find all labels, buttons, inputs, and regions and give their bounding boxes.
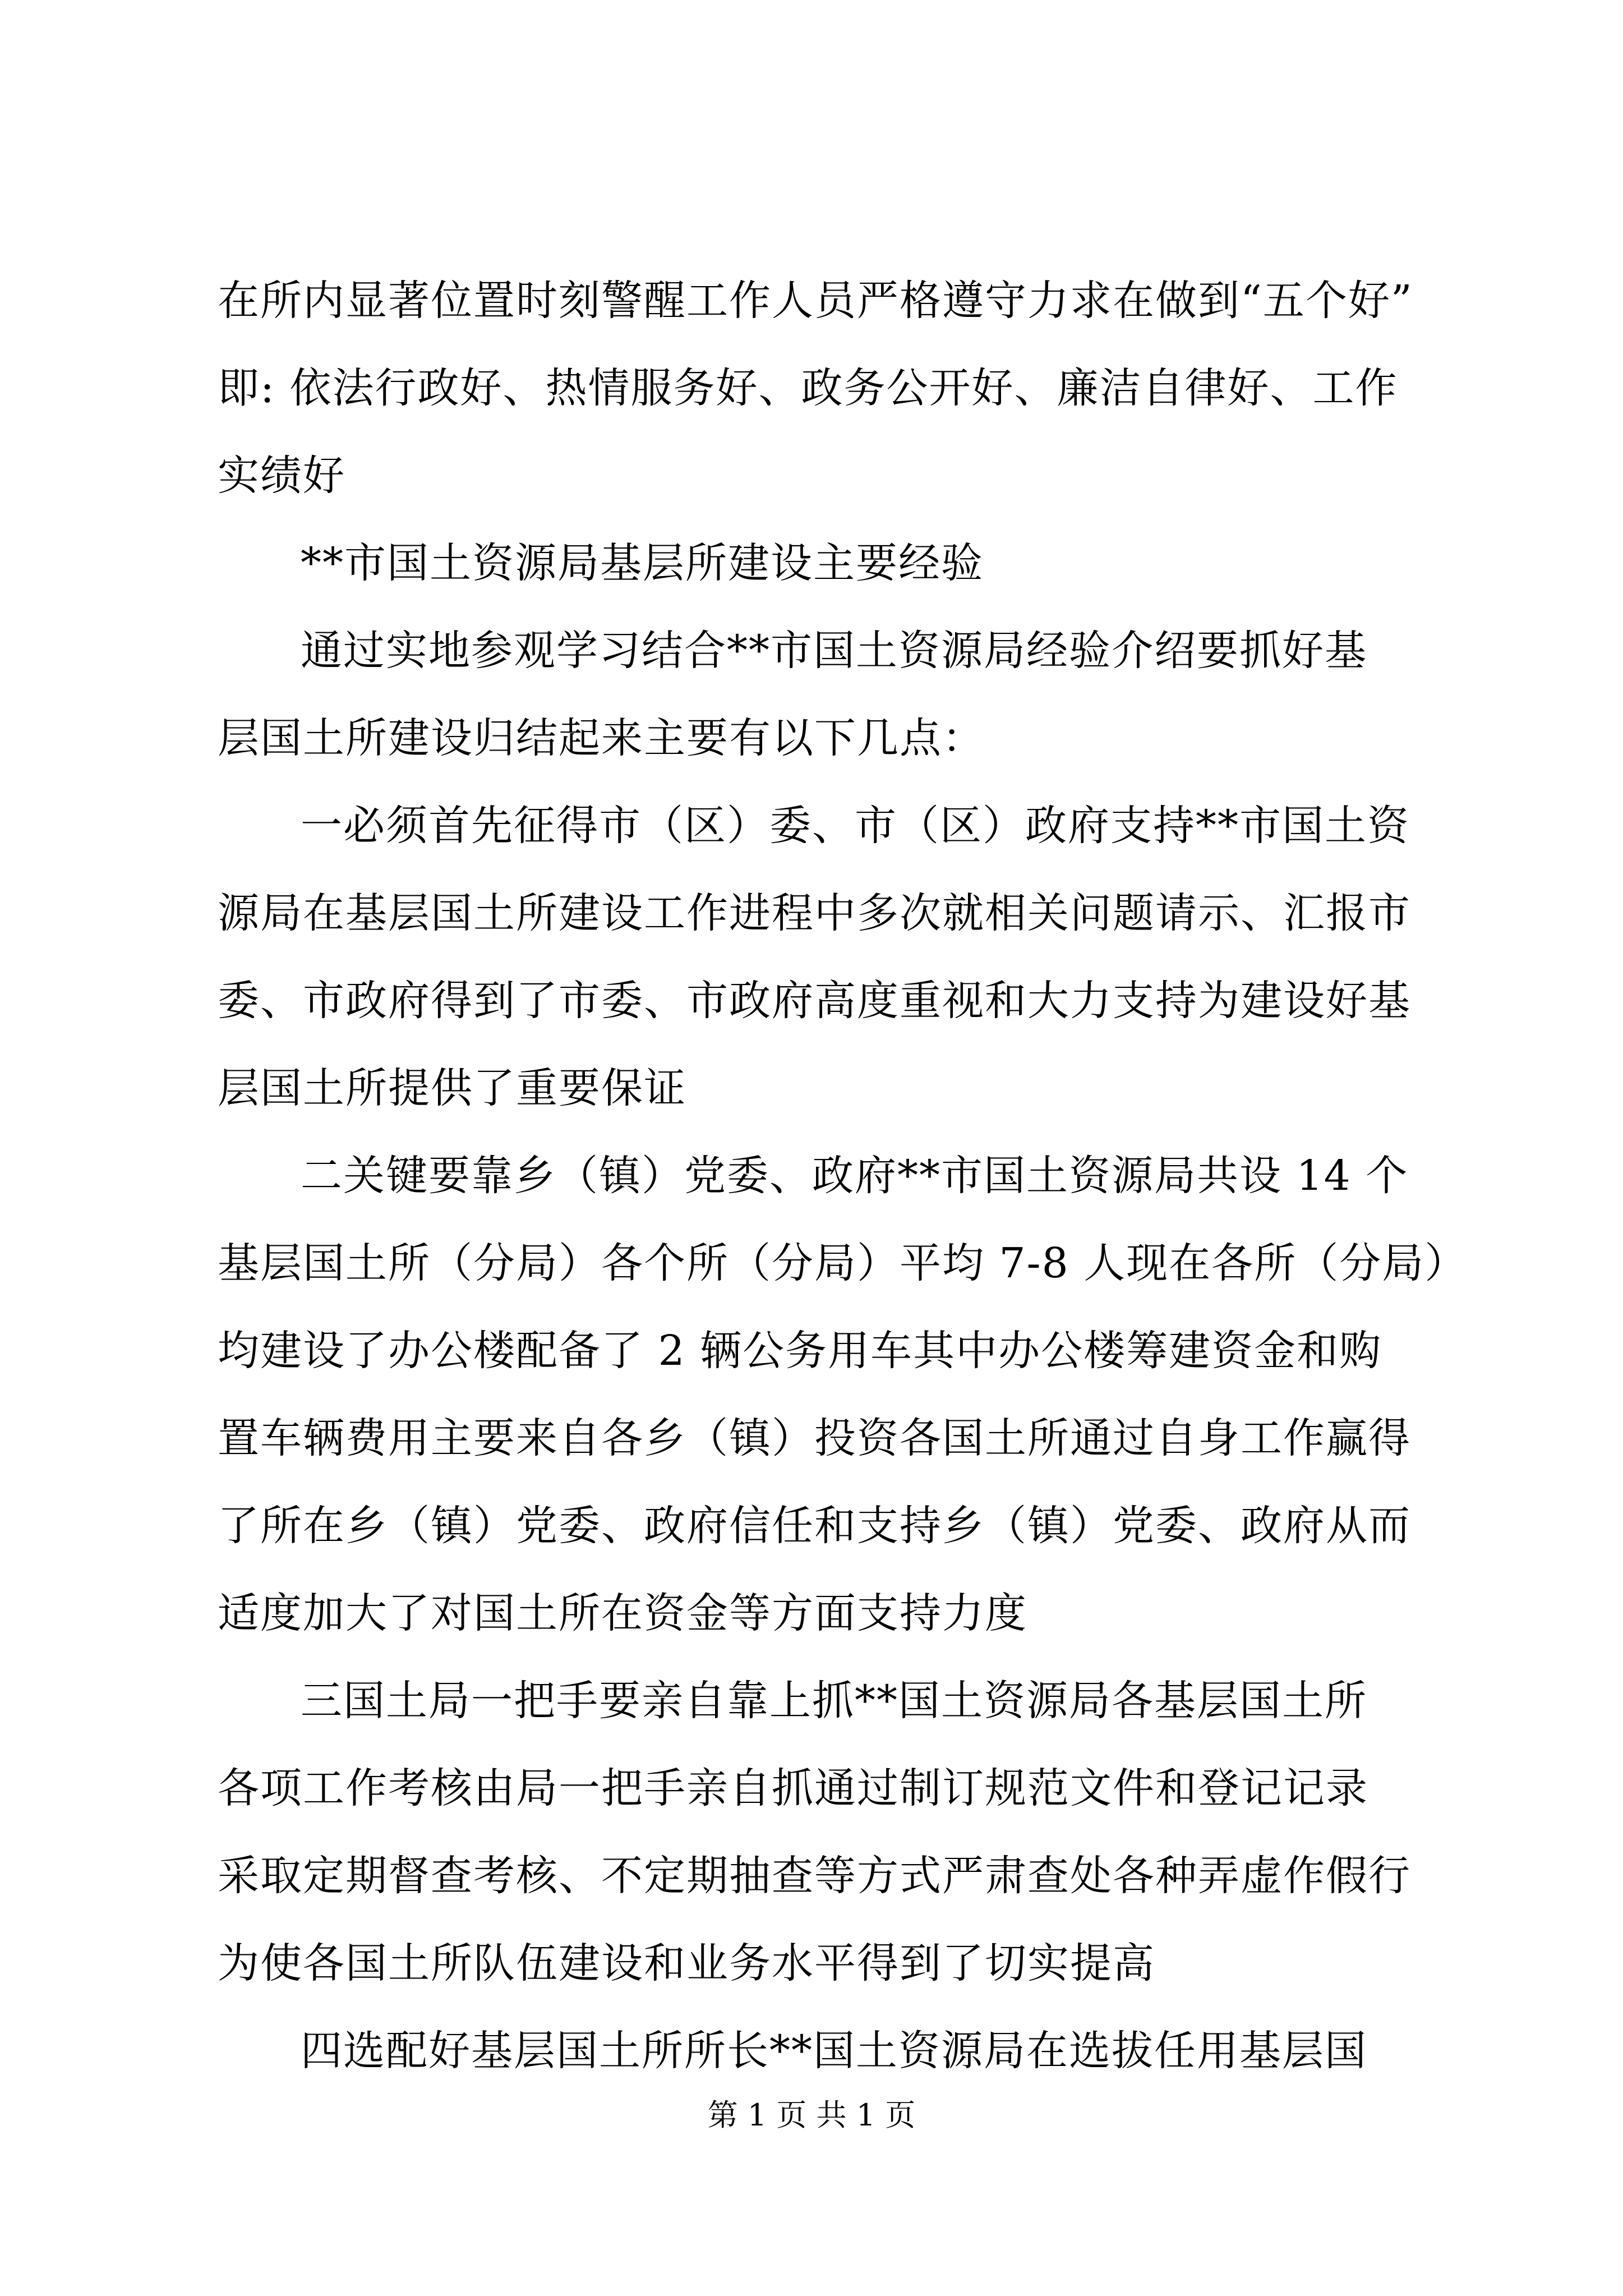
text-line: 层国土所建设归结起来主要有以下几点：: [218, 714, 985, 762]
text-line: 置车辆费用主要来自各乡（镇）投资各国土所通过自身工作赢得: [218, 1414, 1411, 1462]
text-line: 了所在乡（镇）党委、政府信任和支持乡（镇）党委、政府从而: [218, 1502, 1411, 1550]
text-line: 基层国土所（分局）各个所（分局）平均 7-8 人现在各所（分局）: [218, 1239, 1468, 1287]
text-line: 委、市政府得到了市委、市政府高度重视和大力支持为建设好基: [218, 977, 1411, 1025]
paragraph-start-line: 二关键要靠乡（镇）党委、政府**市国土资源局共设 14 个: [301, 1152, 1409, 1200]
text-line: 均建设了办公楼配备了 2 辆公务用车其中办公楼筹建资金和购: [218, 1327, 1382, 1375]
text-line: 在所内显著位置时刻警醒工作人员严格遵守力求在做到“五个好”: [218, 277, 1413, 325]
text-line: 源局在基层国土所建设工作进程中多次就相关问题请示、汇报市: [218, 889, 1411, 937]
text-line: 层国土所提供了重要保证: [218, 1064, 686, 1112]
paragraph-start-line: 三国土局一把手要亲自靠上抓**国土资源局各基层国土所: [301, 1677, 1367, 1725]
paragraph-start-line: 四选配好基层国土所所长**国土资源局在选拔任用基层国: [301, 2027, 1367, 2075]
section-heading: **市国土资源局基层所建设主要经验: [301, 539, 984, 587]
text-line: 适度加大了对国土所在资金等方面支持力度: [218, 1589, 1027, 1637]
paragraph-start-line: 通过实地参观学习结合**市国土资源局经验介绍要抓好基: [301, 627, 1367, 675]
paragraph-start-line: 一必须首先征得市（区）委、市（区）政府支持**市国土资: [301, 802, 1410, 850]
page-footer: 第 1 页 共 1 页: [707, 2097, 916, 2133]
text-line: 即: 依法行政好、热情服务好、政务公开好、廉洁自律好、工作: [218, 364, 1398, 412]
text-line: 采取定期督查考核、不定期抽查等方式严肃查处各种弄虚作假行: [218, 1852, 1411, 1900]
text-line: 各项工作考核由局一把手亲自抓通过制订规范文件和登记记录: [218, 1764, 1368, 1812]
document-body: [218, 257, 1468, 2095]
text-line: 为使各国土所队伍建设和业务水平得到了切实提高: [218, 1939, 1155, 1987]
text-line: 实绩好: [218, 452, 345, 500]
